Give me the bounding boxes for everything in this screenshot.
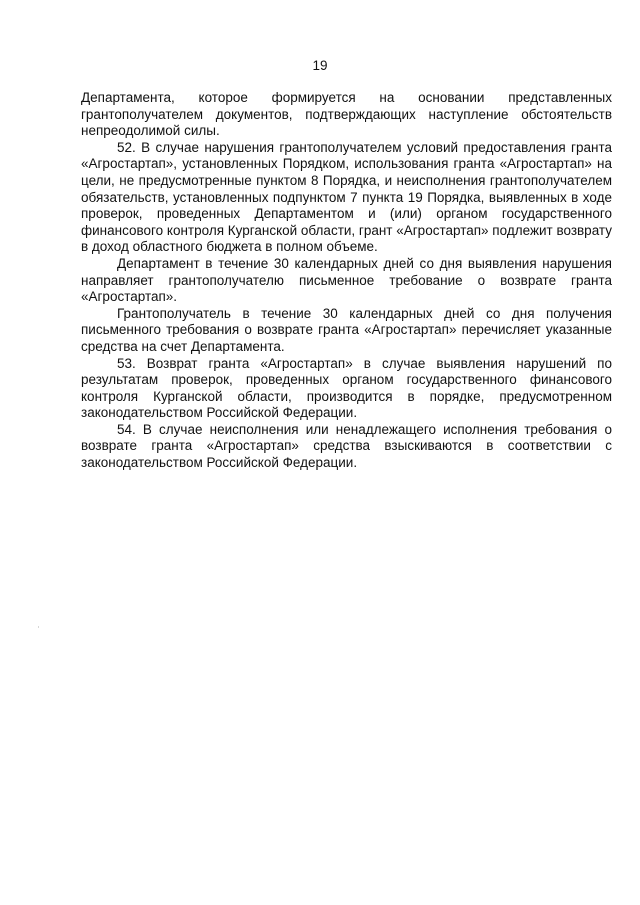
paragraph-continuation: Департамента, которое формируется на основании представленных грантополучателем документов, подтверждающих наступление обстоятельств непреодолимой силы. [81, 90, 612, 139]
paragraph-52: 52. В случае нарушения грантополучателем условий предоставления гранта «Агростартап», установленных Порядком, использования гранта «Агростартап» на цели, не предусмотренные пунктом 8 Порядка, и неисполнения грантополучателем обязательств, установленных подпунктом 7 пункта 19 Порядка, выявленных в ходе проверок, проведенных Департаментом и (или) органом государственного финансового контроля Курганской области, грант «Агростартап» подлежит возврату в доход областного бюджета в полном объеме. [81, 139, 612, 255]
paragraph-53: 53. Возврат гранта «Агростартап» в случае выявления нарушений по результатам проверок, проведенных органом государственного финансового контроля Курганской области, производится в порядке, предусмотренном законодательством Российской Федерации. [81, 355, 612, 421]
paragraph-54: 54. В случае неисполнения или ненадлежащего исполнения требования о возврате гранта «Агростартап» средства взыскиваются в соответствии с законодательством Российской Федерации. [81, 421, 612, 471]
document-body [81, 90, 612, 472]
paragraph-grantee-transfer: Грантополучатель в течение 30 календарных дней со дня получения письменного требования о возврате гранта «Агростартап» перечисляет указанные средства на счет Департамента. [81, 305, 612, 354]
paragraph-department-notice: Департамент в течение 30 календарных дней со дня выявления нарушения направляет грантополучателю письменное требование о возврате гранта «Агростартап». [81, 255, 612, 305]
page-number: 19 [312, 58, 328, 73]
scan-speck [38, 626, 39, 628]
